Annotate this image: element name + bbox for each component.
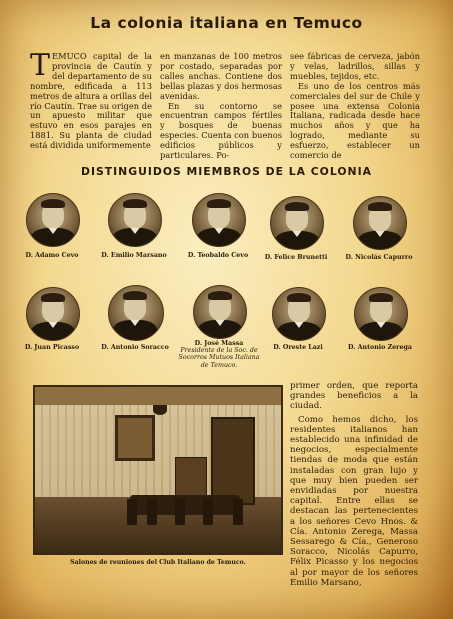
member-name: D. Oreste Lazi [273, 344, 323, 351]
intro-text-2: en manzanas de 100 metros por costado, separadas por calles anchas. Contiene dos bellas plazas y dos hermosas avenidas. [160, 51, 282, 101]
portrait-photo [26, 193, 80, 247]
intro-text-2b: En su contorno se encuentran campos fértiles y bosques de buenas especies. Cuenta con buenos edificios públicos y particulares. Po- [160, 100, 282, 161]
member-name: D. Felice Brunetti [264, 254, 328, 261]
intro-column-1 [30, 48, 152, 151]
portrait-photo [108, 193, 162, 247]
member-role: Presidente de la Soc. de Socorros Mutuos Italiana de Temuco. [178, 347, 260, 369]
member-name: D. Teobaldo Cevo [187, 252, 249, 259]
member-name: D. Nicolás Capurro [345, 254, 413, 261]
closing-column [290, 381, 418, 591]
closing-paragraph-2: Como hemos dicho, los residentes italianos han establecido una infinidad de negocios, especialmente tiendas de moda que están instaladas con gran lujo y que muy bien pueden ser envidiadas por nuestra capital. Entre ellas se destacan las pertenecientes a los señores Cevo Hnos. & Cía. Antonio Zerega, Massa Sessarego & Cía., Generoso Soracco, Nicolás Capurro, Félix Picasso y los negocios al por mayor de los señores Emilio Marsano, [290, 414, 418, 588]
intro-column-3 [290, 52, 420, 161]
club-hall-photo [33, 385, 283, 555]
portrait-photo [192, 193, 246, 247]
portrait-photo [270, 196, 324, 250]
photo-caption: Salones de reuniones del Club Italiano de Temuco. [70, 559, 246, 566]
member-name: D. Antonio Soracco [101, 344, 169, 351]
drop-cap: T [30, 48, 51, 83]
portrait-photo [193, 285, 247, 339]
portrait-photo [353, 196, 407, 250]
member-name: D. Emilio Marsano [101, 252, 167, 259]
closing-paragraph-1: primer orden, que reporta grandes beneficios a la ciudad. [290, 381, 418, 412]
intro-column-2 [160, 52, 282, 161]
member-name: D. José Massa [194, 340, 244, 347]
member-name: D. Antonio Zerega [348, 344, 412, 351]
member-caption-massa [174, 340, 264, 369]
member-name: D. Adamo Cevo [25, 252, 79, 259]
portrait-photo [354, 287, 408, 341]
portrait-photo [272, 287, 326, 341]
intro-text-1: EMUCO capital de la provincia de Cautín y del departamento de su nombre, edificada a 113 metros de altura a orillas del río Cautín. Trae su origen de un apuesto militar que estuvo en esos parajes en 1881. Su planta de ciudad está dividida uniformemente [30, 51, 152, 151]
intro-text-3b: Es uno de los centros más comerciales del sur de Chile y posee una extensa Colonia Italiana, radicada desde hace muchos años y que ha logrado, mediante su esfuerzo, establecer un comercio de [290, 80, 420, 161]
intro-text-3: see fábricas de cerveza, jabón y velas, ladrillos, sillas y muebles, tejidos, etc. [290, 51, 420, 81]
portrait-photo [26, 287, 80, 341]
page-title: La colonia italiana en Temuco [90, 14, 363, 32]
member-name: D. Juan Picasso [24, 344, 80, 351]
members-heading: DISTINGUIDOS MIEMBROS DE LA COLONIA [81, 165, 372, 178]
portrait-photo [108, 285, 164, 341]
